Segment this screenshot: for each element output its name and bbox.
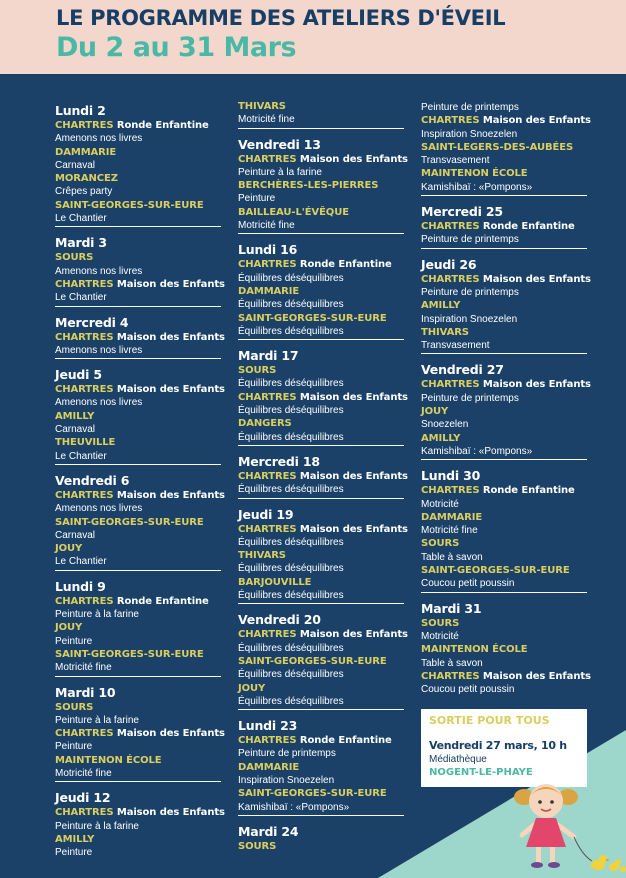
activity-name: Coucou petit poussin xyxy=(421,684,515,696)
day-heading: Lundi 9 xyxy=(55,578,106,594)
city-name: JOUY xyxy=(55,543,83,555)
activity-name: Le Chantier xyxy=(55,556,107,568)
girl-illustration xyxy=(500,775,626,878)
sortie-city: NOGENT-LE-PHAYE xyxy=(429,767,533,778)
city-name: BARJOUVILLE xyxy=(238,576,312,588)
location-name xyxy=(55,701,221,714)
venue-name: Maison des Enfants xyxy=(299,153,408,165)
city-name: CHARTRES xyxy=(55,595,114,607)
day-block xyxy=(421,101,591,196)
venue-name: Maison des Enfants xyxy=(116,278,225,290)
city-name: CHARTRES xyxy=(421,670,480,682)
city-name: CHARTRES xyxy=(55,331,114,343)
schedule-column-3 xyxy=(421,101,591,704)
day-heading: Lundi 23 xyxy=(238,718,298,734)
schedule-column-1 xyxy=(55,102,225,867)
activity-name: Équilibres déséquilibres xyxy=(238,590,344,602)
city-name: MAINTENON ÉCOLE xyxy=(55,754,162,766)
venue-name: Ronde Enfantine xyxy=(299,735,392,747)
day-block xyxy=(421,203,587,249)
city-name: CHARTRES xyxy=(238,629,297,641)
day-block xyxy=(55,578,221,677)
activity-name: Amenons nos livres xyxy=(55,397,143,409)
city-name: CHARTRES xyxy=(55,384,114,396)
activity-name: Motricité fine xyxy=(55,662,112,674)
day-heading: Mardi 31 xyxy=(421,600,482,616)
city-name: JOUY xyxy=(55,622,83,634)
activity-name: Amenons nos livres xyxy=(55,133,143,145)
venue-name: Ronde Enfantine xyxy=(116,595,209,607)
day-heading: Lundi 16 xyxy=(238,242,298,258)
city-name: THIVARS xyxy=(238,550,286,562)
sortie-venue: Médiathèque xyxy=(429,754,487,765)
sortie-date: Vendredi 27 mars, 10 h xyxy=(429,739,567,752)
city-name: SOURS xyxy=(238,365,277,377)
activity-name: Peinture xyxy=(55,741,93,753)
location-name xyxy=(238,391,408,404)
activity-name: Équilibres déséquilibres xyxy=(238,484,344,496)
location-name xyxy=(238,206,404,219)
city-name: MAINTENON ÉCOLE xyxy=(421,644,528,656)
city-name: CHARTRES xyxy=(55,278,114,290)
activity-name: Transvasement xyxy=(421,340,490,352)
activity-name: Équilibres déséquilibres xyxy=(238,669,344,681)
location-name xyxy=(55,754,221,767)
venue-name: Maison des Enfants xyxy=(482,670,591,682)
activity-name: Motricité fine xyxy=(55,767,112,779)
location-name xyxy=(238,682,404,695)
day-heading: Vendredi 13 xyxy=(238,136,321,152)
activity-name: Peinture xyxy=(55,847,93,859)
location-name xyxy=(421,670,591,683)
activity-name: Équilibres déséquilibres xyxy=(238,536,344,548)
day-block xyxy=(238,453,408,499)
activity-name: Motricité fine xyxy=(238,114,295,126)
activity-name: Snoezelen xyxy=(421,419,469,431)
city-name: CHARTRES xyxy=(421,379,480,391)
activity-name: Coucou petit poussin xyxy=(421,578,515,590)
city-name: DAMMARIE xyxy=(421,511,483,523)
activity-name: Peinture xyxy=(55,635,93,647)
location-name xyxy=(55,727,225,740)
city-name: CHARTRES xyxy=(238,735,297,747)
day-block xyxy=(55,366,225,465)
location-name xyxy=(238,549,404,562)
location-name xyxy=(55,648,221,661)
activity-name: Carnaval xyxy=(55,159,96,171)
activity-name: Crêpes party xyxy=(55,186,113,198)
city-name: DAMMARIE xyxy=(55,146,117,158)
activity-name: Équilibres déséquilibres xyxy=(238,431,344,443)
activity-name: Équilibres déséquilibres xyxy=(238,299,344,311)
activity-name: Carnaval xyxy=(55,529,96,541)
location-name xyxy=(55,436,221,449)
location-name xyxy=(238,628,408,641)
city-name: BAILLEAU-L'ÉVÊQUE xyxy=(238,206,349,218)
location-name xyxy=(421,643,587,656)
day-block xyxy=(55,314,225,360)
day-heading: Mardi 17 xyxy=(238,348,299,364)
location-name xyxy=(421,432,587,445)
city-name: CHARTRES xyxy=(421,115,480,127)
city-name: DAMMARIE xyxy=(238,761,300,773)
location-name xyxy=(55,278,225,291)
city-name: MORANCEZ xyxy=(55,173,118,185)
activity-name: Motricité fine xyxy=(238,220,295,232)
sortie-title: SORTIE POUR TOUS xyxy=(429,714,550,727)
venue-name: Maison des Enfants xyxy=(299,523,408,535)
location-name xyxy=(421,511,587,524)
location-name xyxy=(238,523,408,536)
activity-name: Équilibres déséquilibres xyxy=(238,695,344,707)
location-name xyxy=(238,417,404,430)
location-name xyxy=(55,331,225,344)
city-name: BERCHÈRES-LES-PIERRES xyxy=(238,180,379,192)
location-name xyxy=(421,299,587,312)
city-name: AMILLY xyxy=(421,432,461,444)
day-block xyxy=(421,467,587,592)
city-name: CHARTRES xyxy=(238,470,297,482)
activity-name: Le Chantier xyxy=(55,213,107,225)
venue-name: Maison des Enfants xyxy=(116,331,225,343)
city-name: SOURS xyxy=(421,538,460,550)
date-range: Du 2 au 31 Mars xyxy=(56,32,297,63)
location-name xyxy=(421,617,587,630)
location-name xyxy=(421,220,587,233)
activity-name: Équilibres déséquilibres xyxy=(238,272,344,284)
city-name: SAINT-GEORGES-SUR-EURE xyxy=(238,788,387,800)
venue-name: Maison des Enfants xyxy=(116,489,225,501)
location-name xyxy=(238,153,408,166)
location-name xyxy=(55,119,221,132)
location-name xyxy=(55,542,221,555)
day-heading: Jeudi 5 xyxy=(55,367,102,383)
city-name: SAINT-GEORGES-SUR-EURE xyxy=(55,516,204,528)
activity-name: Inspiration Snoezelen xyxy=(238,774,335,786)
venue-name: Ronde Enfantine xyxy=(116,120,209,131)
city-name: SAINT-GEORGES-SUR-EURE xyxy=(55,199,204,211)
venue-name: Maison des Enfants xyxy=(299,629,408,641)
city-name: CHARTRES xyxy=(55,807,114,819)
location-name xyxy=(238,312,404,325)
activity-name: Table à savon xyxy=(421,551,483,563)
activity-name: Équilibres déséquilibres xyxy=(238,405,344,417)
day-block xyxy=(55,102,221,227)
day-heading: Mercredi 4 xyxy=(55,314,129,330)
city-name: JOUY xyxy=(238,682,266,694)
location-name xyxy=(55,621,221,634)
location-name xyxy=(421,484,587,497)
location-name xyxy=(55,172,221,185)
day-block xyxy=(421,256,591,355)
venue-name: Ronde Enfantine xyxy=(299,259,392,271)
location-name xyxy=(421,114,591,127)
city-name: SAINT-GEORGES-SUR-EURE xyxy=(238,655,387,667)
venue-name: Maison des Enfants xyxy=(482,273,591,285)
activity-name: Équilibres déséquilibres xyxy=(238,378,344,390)
venue-name: Maison des Enfants xyxy=(482,379,591,391)
city-name: JOUY xyxy=(421,406,449,418)
day-heading: Mercredi 25 xyxy=(421,204,503,220)
day-heading: Jeudi 26 xyxy=(421,256,477,272)
day-block xyxy=(55,789,225,860)
location-name xyxy=(421,378,591,391)
city-name: SOURS xyxy=(238,840,277,852)
day-block xyxy=(55,684,225,783)
city-name: DAMMARIE xyxy=(238,285,300,297)
city-name: THIVARS xyxy=(421,326,469,338)
city-name: AMILLY xyxy=(55,833,95,845)
city-name: SOURS xyxy=(55,701,94,713)
location-name xyxy=(238,470,408,483)
activity-name: Motricité xyxy=(421,630,459,642)
location-name xyxy=(421,564,587,577)
activity-name: Peinture de printemps xyxy=(238,748,336,760)
day-block xyxy=(238,241,404,340)
day-heading: Lundi 30 xyxy=(421,468,481,484)
activity-name: Motricité fine xyxy=(421,525,478,537)
activity-name: Le Chantier xyxy=(55,450,107,462)
day-block xyxy=(55,234,225,306)
activity-name: Peinture de printemps xyxy=(421,392,519,404)
activity-name: Motricité xyxy=(421,498,459,510)
day-heading: Mardi 24 xyxy=(238,823,299,839)
venue-name: Maison des Enfants xyxy=(116,807,225,819)
location-name xyxy=(55,199,221,212)
activity-name: Équilibres déséquilibres xyxy=(238,563,344,575)
location-name xyxy=(55,146,221,159)
location-name xyxy=(55,595,221,608)
city-name: MAINTENON ÉCOLE xyxy=(421,168,528,180)
location-name xyxy=(55,410,221,423)
location-name xyxy=(238,100,404,113)
activity-name: Équilibres déséquilibres xyxy=(238,642,344,654)
location-name xyxy=(421,326,587,339)
location-name xyxy=(55,833,221,846)
activity-name: Kamishibaï : «Pompons» xyxy=(421,445,533,457)
city-name: CHARTRES xyxy=(238,153,297,165)
city-name: THEUVILLE xyxy=(55,437,116,449)
location-name xyxy=(238,364,404,377)
city-name: DANGERS xyxy=(238,418,292,430)
day-block xyxy=(421,361,591,460)
day-block xyxy=(238,611,408,710)
activity-name: Équilibres déséquilibres xyxy=(238,325,344,337)
page-header xyxy=(0,0,626,74)
day-heading: Vendredi 27 xyxy=(421,362,504,378)
day-block xyxy=(421,600,591,698)
day-block xyxy=(238,100,404,129)
day-heading: Mardi 3 xyxy=(55,235,107,251)
venue-name: Maison des Enfants xyxy=(299,470,408,482)
venue-name: Maison des Enfants xyxy=(482,115,591,127)
location-name xyxy=(421,537,587,550)
city-name: CHARTRES xyxy=(55,120,114,131)
city-name: SOURS xyxy=(55,252,94,264)
activity-name: Peinture à la farine xyxy=(55,714,139,726)
activity-name: Peinture à la farine xyxy=(55,820,139,832)
city-name: CHARTRES xyxy=(421,273,480,285)
city-name: THIVARS xyxy=(238,101,286,112)
location-name xyxy=(238,285,404,298)
venue-name: Maison des Enfants xyxy=(116,384,225,396)
venue-name: Maison des Enfants xyxy=(299,391,408,403)
city-name: SAINT-GEORGES-SUR-EURE xyxy=(421,565,570,577)
city-name: CHARTRES xyxy=(55,489,114,501)
activity-name: Kamishibaï : «Pompons» xyxy=(421,181,533,193)
activity-name: Inspiration Snoezelen xyxy=(421,128,518,140)
activity-name: Peinture à la farine xyxy=(238,166,322,178)
city-name: SAINT-GEORGES-SUR-EURE xyxy=(55,648,204,660)
activity-name: Amenons nos livres xyxy=(55,503,143,515)
page-title: LE PROGRAMME DES ATELIERS D'ÉVEIL xyxy=(56,6,506,30)
day-heading: Mercredi 18 xyxy=(238,453,320,469)
city-name: CHARTRES xyxy=(55,728,114,740)
location-name xyxy=(238,576,404,589)
city-name: SOURS xyxy=(421,617,460,629)
activity-name: Peinture de printemps xyxy=(421,102,519,113)
day-heading: Mardi 10 xyxy=(55,684,116,700)
city-name: SAINT-GEORGES-SUR-EURE xyxy=(238,312,387,324)
venue-name: Maison des Enfants xyxy=(116,728,225,740)
day-block xyxy=(238,136,408,235)
city-name: CHARTRES xyxy=(238,259,297,271)
day-heading: Jeudi 19 xyxy=(238,506,294,522)
city-name: CHARTRES xyxy=(238,391,297,403)
location-name xyxy=(55,806,225,819)
location-name xyxy=(55,516,221,529)
activity-name: Transvasement xyxy=(421,155,490,167)
day-heading: Lundi 2 xyxy=(55,103,106,118)
city-name: CHARTRES xyxy=(238,523,297,535)
day-heading: Vendredi 20 xyxy=(238,612,321,628)
location-name xyxy=(238,179,404,192)
location-name xyxy=(55,489,225,502)
activity-name: Peinture de printemps xyxy=(421,234,519,246)
day-block xyxy=(238,347,408,446)
activity-name: Inspiration Snoezelen xyxy=(421,313,518,325)
activity-name: Carnaval xyxy=(55,424,96,436)
activity-name: Amenons nos livres xyxy=(55,344,143,356)
location-name xyxy=(238,655,404,668)
activity-name: Table à savon xyxy=(421,657,483,669)
venue-name: Ronde Enfantine xyxy=(482,485,575,497)
activity-name: Peinture à la farine xyxy=(55,609,139,621)
activity-name: Le Chantier xyxy=(55,292,107,304)
activity-name: Peinture xyxy=(238,193,276,205)
venue-name: Ronde Enfantine xyxy=(482,221,575,233)
location-name xyxy=(421,141,587,154)
day-heading: Jeudi 12 xyxy=(55,790,111,806)
activity-name: Peinture de printemps xyxy=(421,286,519,298)
city-name: CHARTRES xyxy=(421,221,480,233)
day-block xyxy=(55,472,225,571)
day-heading: Vendredi 6 xyxy=(55,472,130,488)
day-block xyxy=(238,506,408,605)
location-name xyxy=(421,273,591,286)
activity-name: Kamishibaï : «Pompons» xyxy=(238,801,350,813)
location-name xyxy=(55,383,225,396)
city-name: CHARTRES xyxy=(421,485,480,497)
location-name xyxy=(421,405,587,418)
location-name xyxy=(421,167,587,180)
activity-name: Amenons nos livres xyxy=(55,265,143,277)
city-name: AMILLY xyxy=(55,410,95,422)
city-name: SAINT-LEGERS-DES-AUBÉES xyxy=(421,141,574,153)
location-name xyxy=(238,258,404,271)
location-name xyxy=(55,251,221,264)
city-name: AMILLY xyxy=(421,300,461,312)
